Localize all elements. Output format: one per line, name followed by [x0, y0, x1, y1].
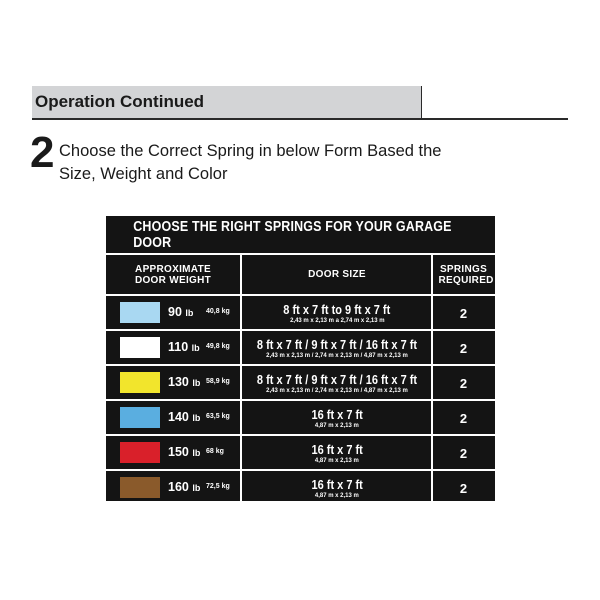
color-swatch — [120, 407, 160, 428]
grid-line — [431, 254, 433, 501]
section-divider-vertical — [421, 86, 422, 119]
color-swatch — [120, 477, 160, 498]
weight-lb-unit: lb — [192, 378, 201, 388]
weight-lb-value: 140 — [168, 410, 189, 424]
table-row — [106, 366, 495, 401]
section-title: Operation Continued — [35, 92, 205, 111]
door-size-imperial: 8 ft x 7 ft to 9 ft x 7 ft — [283, 302, 391, 317]
weight-lb-unit: lb — [192, 448, 201, 458]
door-size-cell — [242, 296, 432, 331]
door-size-metric: 4,87 m x 2,13 m — [315, 456, 359, 464]
door-size-imperial: 8 ft x 7 ft / 9 ft x 7 ft / 16 ft x 7 ft — [256, 372, 418, 387]
door-size-metric: 2,43 m x 2,13 m / 2,74 m x 2,13 m / 4,87 m x 2,13 m — [266, 351, 408, 359]
table-row — [106, 471, 495, 506]
table-row — [106, 296, 495, 331]
grid-line — [106, 399, 495, 401]
weight-lb-unit: lb — [192, 413, 201, 423]
header-springs-required-label: SPRINGS REQUIRED — [438, 263, 494, 286]
weight-lb-unit: lb — [191, 343, 200, 353]
door-size-cell — [242, 366, 432, 401]
door-size-cell — [242, 331, 432, 366]
weight-lb-value: 90 — [168, 305, 182, 319]
door-size-metric: 4,87 m x 2,13 m — [315, 421, 359, 429]
door-size-cell — [242, 436, 432, 471]
weight-lb — [168, 305, 193, 319]
table-row — [106, 331, 495, 366]
grid-line — [106, 434, 495, 436]
grid-line — [106, 364, 495, 366]
grid-line — [106, 294, 495, 296]
table-row — [106, 436, 495, 471]
weight-cell — [106, 471, 240, 506]
section-header — [32, 86, 422, 118]
weight-cell — [106, 436, 240, 471]
header-door-weight-label: APPROXIMATE DOOR WEIGHT — [134, 263, 212, 286]
weight-cell — [106, 366, 240, 401]
door-size-cell — [242, 471, 432, 506]
table-row — [106, 401, 495, 436]
weight-cell — [106, 401, 240, 436]
door-size-imperial: 8 ft x 7 ft / 9 ft x 7 ft / 16 ft x 7 ft — [256, 337, 418, 352]
door-size-imperial: 16 ft x 7 ft — [311, 407, 363, 422]
grid-line — [240, 254, 242, 501]
color-swatch — [120, 372, 160, 393]
springs-required-cell: 2 — [459, 446, 468, 461]
weight-lb-value: 160 — [168, 480, 189, 494]
door-size-metric: 2,43 m x 2,13 m / 2,74 m x 2,13 m / 4,87 m x 2,13 m — [266, 386, 408, 394]
color-swatch — [120, 302, 160, 323]
grid-line — [106, 329, 495, 331]
weight-cell — [106, 331, 240, 366]
weight-kg: 40,8 kg — [206, 308, 230, 315]
grid-line — [106, 253, 495, 255]
door-size-imperial: 16 ft x 7 ft — [311, 477, 363, 492]
springs-required-cell: 2 — [459, 376, 468, 391]
step-instruction: Choose the Correct Spring in below Form Based the Size, Weight and Color — [59, 142, 442, 183]
door-size-imperial: 16 ft x 7 ft — [311, 442, 363, 457]
color-swatch — [120, 337, 160, 358]
header-door-weight — [106, 254, 240, 295]
color-swatch — [120, 442, 160, 463]
weight-kg: 63,5 kg — [206, 413, 230, 420]
weight-kg: 68 kg — [206, 448, 224, 455]
weight-kg: 72,5 kg — [206, 483, 230, 490]
springs-required-cell: 2 — [459, 341, 468, 356]
weight-lb — [168, 410, 200, 424]
table-title: CHOOSE THE RIGHT SPRINGS FOR YOUR GARAGE DOOR — [133, 219, 452, 251]
springs-required-cell: 2 — [459, 306, 468, 321]
door-size-metric: 4,87 m x 2,13 m — [315, 491, 359, 499]
weight-lb-value: 110 — [168, 340, 189, 354]
weight-lb — [168, 340, 200, 354]
door-size-cell — [242, 401, 432, 436]
weight-kg: 58,9 kg — [206, 378, 230, 385]
step-number: 2 — [30, 128, 55, 177]
weight-cell — [106, 296, 240, 331]
door-size-metric: 2,43 m x 2,13 m a 2,74 m x 2,13 m — [289, 316, 385, 324]
weight-lb — [168, 480, 200, 494]
weight-lb-unit: lb — [192, 483, 201, 493]
header-springs-required — [432, 254, 495, 295]
header-door-size — [242, 254, 432, 295]
weight-lb-unit: lb — [185, 308, 194, 318]
weight-lb — [168, 445, 200, 459]
weight-lb-value: 130 — [168, 375, 189, 389]
weight-kg: 49,8 kg — [206, 343, 230, 350]
spring-chart-table — [106, 216, 495, 501]
header-door-size-label: DOOR SIZE — [308, 269, 366, 280]
section-divider — [32, 118, 568, 120]
grid-line — [106, 469, 495, 471]
springs-required-cell: 2 — [459, 481, 468, 496]
springs-required-cell: 2 — [459, 411, 468, 426]
weight-lb-value: 150 — [168, 445, 189, 459]
weight-lb — [168, 375, 200, 389]
